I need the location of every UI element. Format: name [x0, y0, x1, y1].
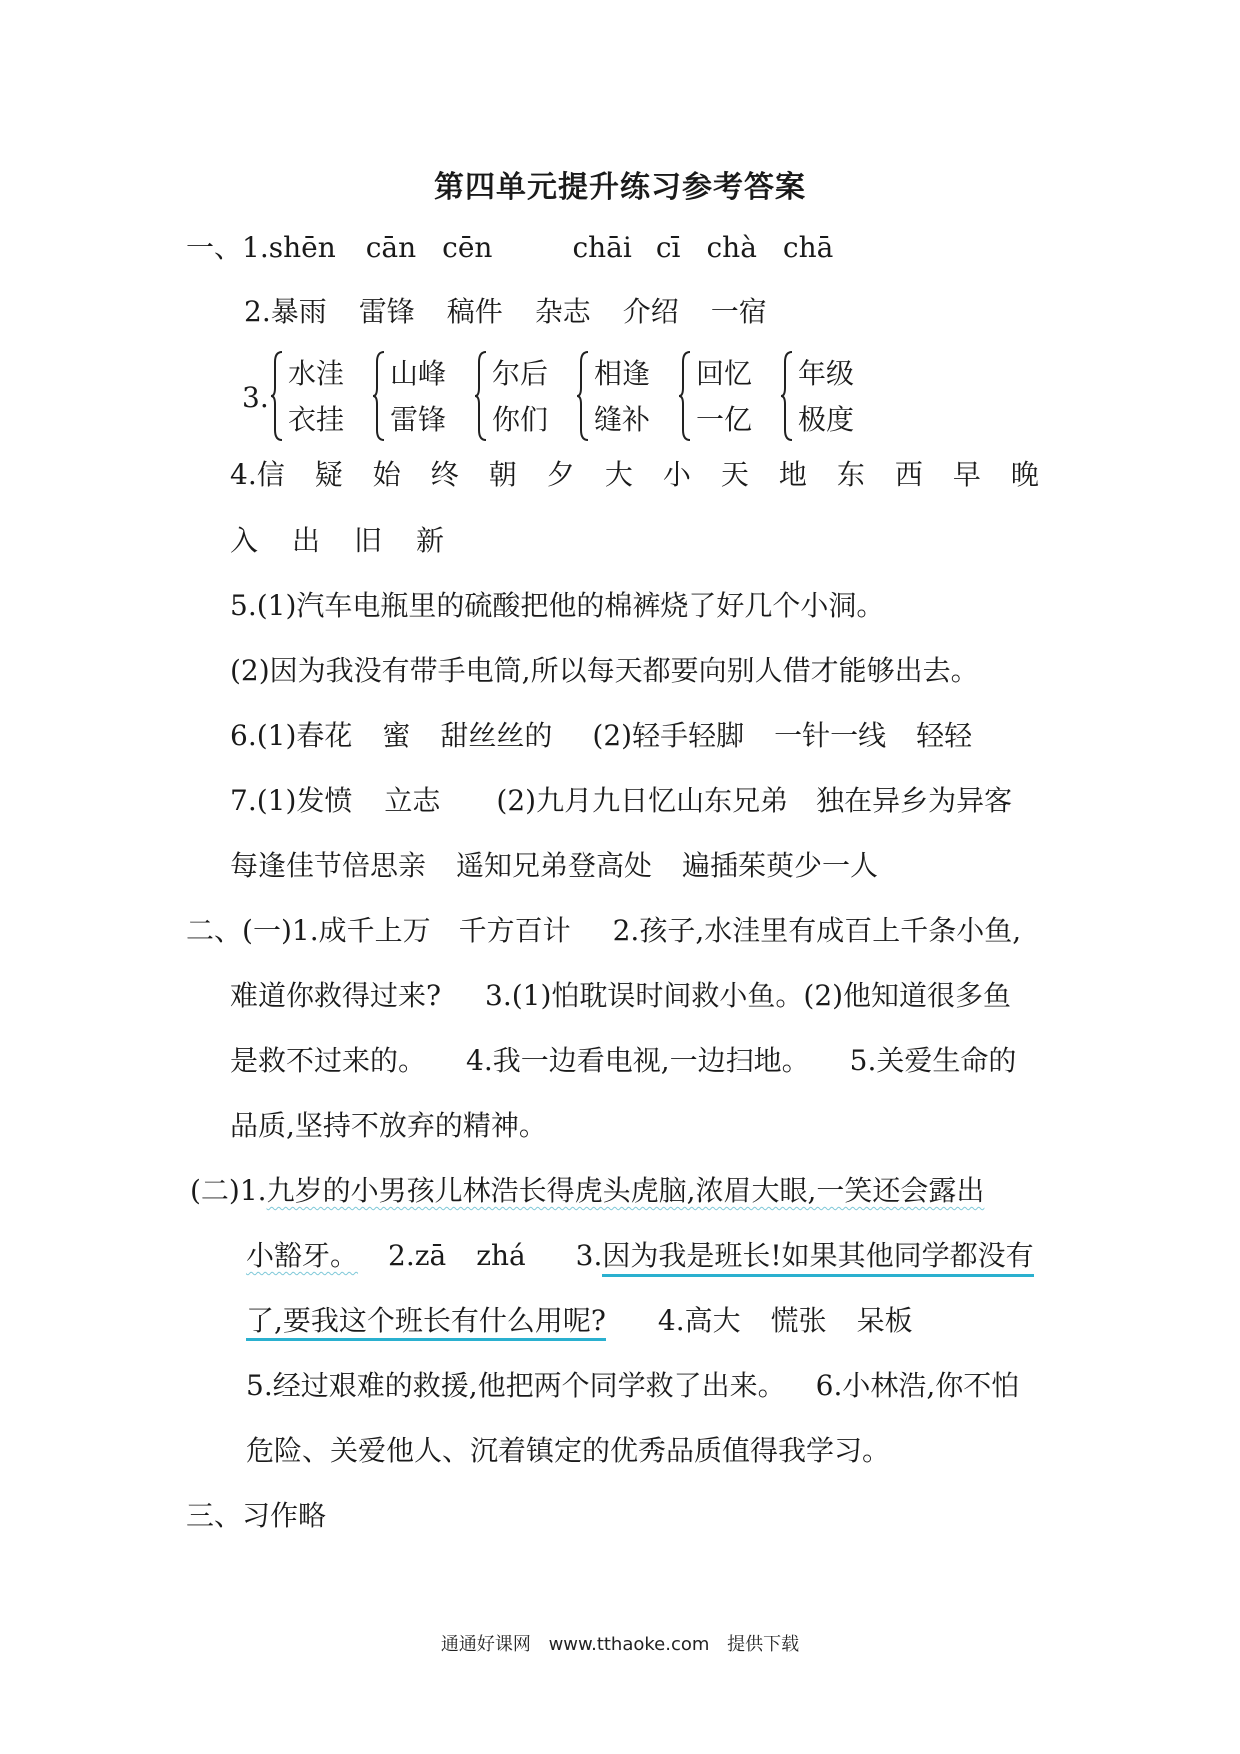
- q4-char: 旧: [354, 524, 383, 557]
- section2-part1-line1: [186, 911, 1021, 951]
- q4-char: 大: [604, 458, 633, 491]
- section1-label: 一、: [186, 231, 243, 264]
- q4-char: 晚: [1010, 458, 1039, 491]
- q6-num: 6.: [230, 719, 257, 752]
- part2-answer: 6.小林浩,你不怕: [815, 1369, 1020, 1402]
- part2-answer: 呆板: [856, 1304, 913, 1337]
- q4-char: 地: [778, 458, 807, 491]
- q4-char: 新: [416, 524, 445, 557]
- q4-line1: [230, 455, 1039, 495]
- q4-char: 西: [894, 458, 923, 491]
- part1-answer: 是救不过来的。: [230, 1044, 427, 1077]
- q7-num: 7.: [230, 784, 257, 817]
- q5-line2: [230, 651, 979, 691]
- part2-answer-num: 1.: [239, 1174, 267, 1207]
- brace-icon: [372, 350, 386, 442]
- part2-label: (二): [190, 1174, 240, 1207]
- pinyin-3: cēn: [442, 231, 493, 264]
- part2-answer: 慌张: [770, 1304, 827, 1337]
- q7-answer: (1)发愤: [256, 784, 353, 817]
- part2-answer-underlined: 小豁牙。: [246, 1239, 359, 1272]
- pinyin-2: cān: [365, 231, 417, 264]
- pinyin-5: cī: [655, 231, 681, 264]
- section3-line: [186, 1496, 326, 1536]
- brace-icon: [270, 350, 284, 442]
- q2-num: 2.: [244, 295, 271, 328]
- q6-line: [230, 716, 972, 756]
- pair-top: 山峰: [390, 357, 447, 390]
- q5-line1: [230, 586, 884, 626]
- q2-word-6: 一宿: [710, 295, 767, 328]
- pair-top: 回忆: [696, 357, 753, 390]
- section2-part2-line5: [246, 1431, 890, 1471]
- q4-char: 朝: [488, 458, 517, 491]
- section2-part1-line4: [230, 1106, 547, 1146]
- part2-answer: 2.zā: [388, 1239, 447, 1272]
- q2-line: [244, 292, 767, 332]
- q4-char: 始: [372, 458, 401, 491]
- part2-answer: 危险、关爱他人、沉着镇定的优秀品质值得我学习。: [246, 1434, 891, 1467]
- q5-answer-2: (2)因为我没有带手电筒,所以每天都要向别人借才能够出去。: [230, 654, 979, 687]
- part2-answer: 4.高大: [657, 1304, 741, 1337]
- pair-bottom: 一亿: [696, 403, 753, 436]
- brace-icon: [780, 350, 794, 442]
- q1-line: [186, 228, 833, 268]
- q6-answer: 一针一线: [774, 719, 887, 752]
- part1-answer: 4.我一边看电视,一边扫地。: [466, 1044, 810, 1077]
- q1-num: 1.: [242, 231, 269, 264]
- q7-answer: 立志: [384, 784, 441, 817]
- q4-char: 终: [430, 458, 459, 491]
- part2-answer-underlined: 九岁的小男孩儿林浩长得虎头虎脑,浓眉大眼,一笑还会露出: [266, 1174, 985, 1207]
- q4-line2: [230, 521, 444, 561]
- section2-part2-line3: [246, 1301, 913, 1341]
- q6-answer: 蜜: [382, 719, 411, 752]
- pinyin-1: shēn: [268, 231, 336, 264]
- q2-word-1: 暴雨: [270, 295, 327, 328]
- q7-line2: [230, 846, 878, 886]
- pair-bottom: 你们: [492, 403, 549, 436]
- section2-part1-line3: [230, 1041, 1016, 1081]
- q7-answer: 遥知兄弟登高处: [456, 849, 653, 882]
- pair-bottom: 雷锋: [390, 403, 447, 436]
- q6-answer: (1)春花: [256, 719, 353, 752]
- section2-part2-line2: [246, 1236, 1034, 1276]
- q2-word-3: 稿件: [446, 295, 503, 328]
- part1-answer: 难道你救得过来?: [230, 979, 442, 1012]
- brace-icon: [576, 350, 590, 442]
- pair-top: 水洼: [288, 357, 345, 390]
- part2-answer-highlighted: 因为我是班长!如果其他同学都没有: [602, 1239, 1033, 1277]
- pair-bottom: 极度: [798, 403, 855, 436]
- q7-answer: 遍插茱萸少一人: [682, 849, 879, 882]
- part1-answer: 品质,坚持不放弃的精神。: [230, 1109, 547, 1142]
- q5-num: 5.: [230, 589, 257, 622]
- q4-char: 天: [720, 458, 749, 491]
- brace-icon: [474, 350, 488, 442]
- page-title: 第四单元提升练习参考答案: [434, 170, 806, 205]
- part1-answer: 5.关爱生命的: [849, 1044, 1017, 1077]
- q7-answer: 每逢佳节倍思亲: [230, 849, 427, 882]
- q6-answer: (2)轻手轻脚: [592, 719, 745, 752]
- pinyin-7: chā: [782, 231, 834, 264]
- pair-top: 相逢: [594, 357, 651, 390]
- brace-icon: [678, 350, 692, 442]
- q6-answer: 轻轻: [916, 719, 973, 752]
- q4-char: 早: [952, 458, 981, 491]
- part1-label: (一): [242, 914, 292, 947]
- section2-part2-line4: [246, 1366, 1019, 1406]
- q2-word-2: 雷锋: [358, 295, 415, 328]
- section2-part2-line1: [190, 1171, 984, 1211]
- q4-char: 夕: [546, 458, 575, 491]
- section2-label: 二、: [186, 914, 243, 947]
- q5-answer-1: (1)汽车电瓶里的硫酸把他的棉裤烧了好几个小洞。: [256, 589, 885, 622]
- q3-num: 3.: [242, 381, 269, 414]
- q4-char: 疑: [314, 458, 343, 491]
- q4-char: 信: [256, 458, 285, 491]
- q6-answer: 甜丝丝的: [440, 719, 553, 752]
- q7-answer: 独在异乡为异客: [816, 784, 1013, 817]
- q2-word-4: 杂志: [534, 295, 591, 328]
- pair-bottom: 缝补: [594, 403, 651, 436]
- q4-char: 出: [292, 524, 321, 557]
- part2-answer: zhá: [476, 1239, 526, 1272]
- q4-num: 4.: [230, 458, 257, 491]
- pinyin-6: chà: [706, 231, 757, 264]
- q4-char: 东: [836, 458, 865, 491]
- part2-answer-num: 3.: [575, 1239, 603, 1272]
- part2-answer: 5.经过艰难的救援,他把两个同学救了出来。: [246, 1369, 786, 1402]
- footer-note: 提供下载: [727, 1634, 800, 1655]
- q7-answer: (2)九月九日忆山东兄弟: [496, 784, 789, 817]
- part2-answer-highlighted: 了,要我这个班长有什么用呢?: [246, 1304, 606, 1341]
- q2-word-5: 介绍: [622, 295, 679, 328]
- pair-top: 年级: [798, 357, 855, 390]
- pinyin-4: chāi: [572, 231, 632, 264]
- pair-top: 尔后: [492, 357, 549, 390]
- section3-label: 三、: [186, 1499, 243, 1532]
- q7-line1: [230, 781, 1012, 821]
- q4-char: 小: [662, 458, 691, 491]
- part1-answer: 2.孩子,水洼里有成百上千条小鱼,: [612, 914, 1022, 947]
- section2-part1-line2: [230, 976, 1011, 1016]
- pair-bottom: 衣挂: [288, 403, 345, 436]
- part1-answer: 千方百计: [458, 914, 571, 947]
- footer: [0, 1630, 1240, 1656]
- part1-answer: 1.成千上万: [291, 914, 431, 947]
- footer-site: 通通好课网: [440, 1634, 531, 1655]
- footer-url[interactable]: www.tthaoke.com: [548, 1634, 710, 1655]
- section3-text: 习作略: [242, 1499, 327, 1532]
- part1-answer: 3.(1)怕耽误时间救小鱼。(2)他知道很多鱼: [485, 979, 1012, 1012]
- q4-char: 入: [230, 524, 259, 557]
